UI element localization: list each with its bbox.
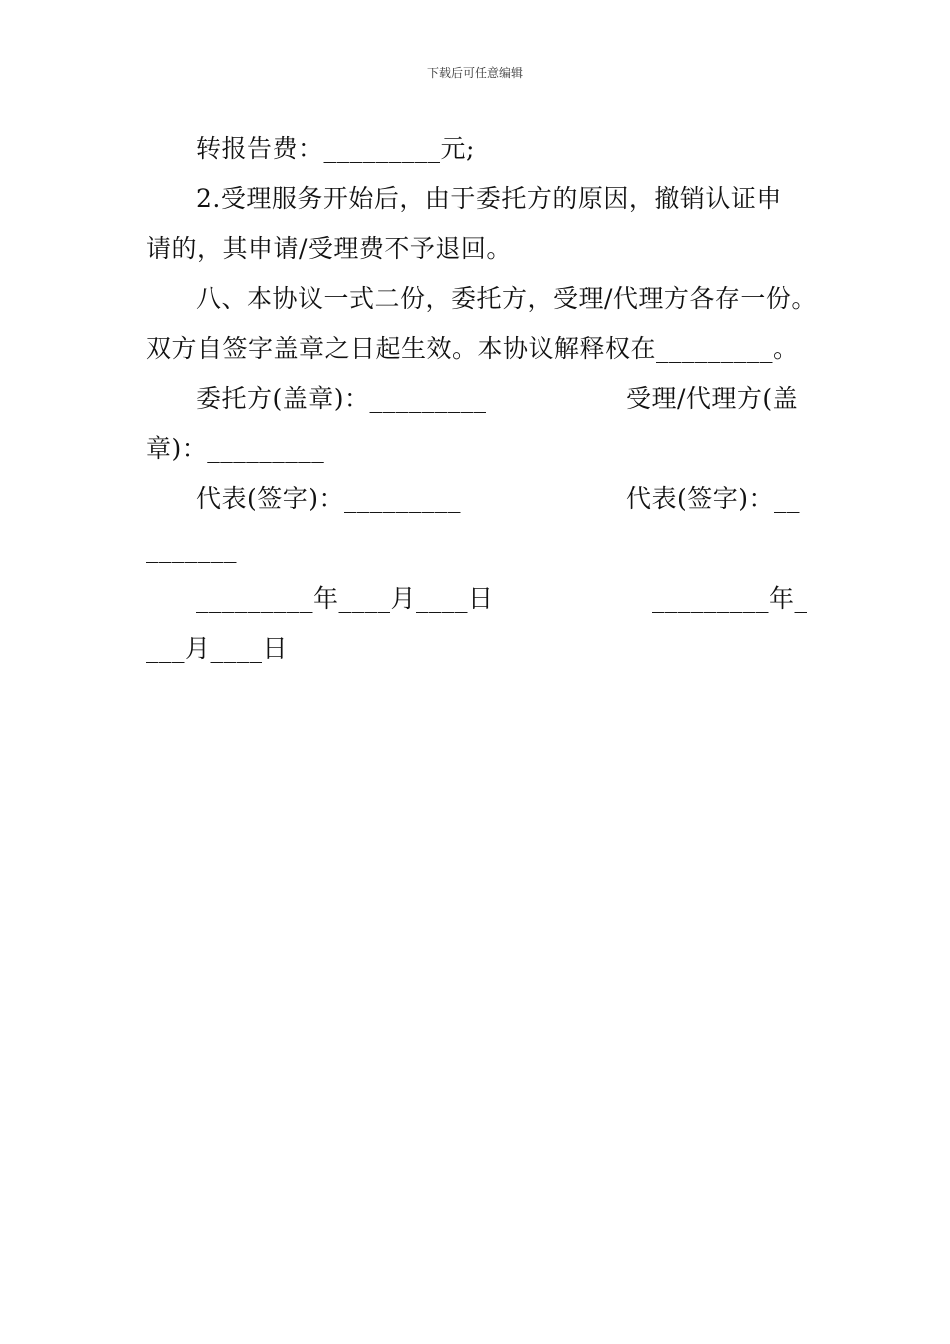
signature-agent-seal-cont: 章)：_________	[146, 434, 325, 463]
date-agent: _________年_	[652, 584, 808, 613]
text-line-fee: 转报告费：_________元;	[196, 134, 475, 163]
signature-agent-seal: 受理/代理方(盖	[626, 384, 799, 413]
text-line-clause-2: 2.受理服务开始后，由于委托方的原因，撤销认证申	[196, 184, 782, 213]
date-client: _________年____月____日	[196, 584, 494, 613]
text-line-clause-2-cont: 请的，其申请/受理费不予退回。	[146, 234, 512, 263]
text-line-clause-8: 八、本协议一式二份，委托方，受理/代理方各存一份。	[196, 284, 817, 313]
signature-agent-rep: 代表(签字)：__	[626, 484, 801, 513]
signature-agent-rep-cont: _______	[146, 534, 237, 563]
page-header: 下载后可任意编辑	[426, 66, 523, 80]
signature-client-seal: 委托方(盖章)：_________	[196, 384, 487, 413]
text-line-clause-8-cont: 双方自签字盖章之日起生效。本协议解释权在_________。	[146, 334, 799, 363]
date-agent-cont: ___月____日	[146, 634, 289, 663]
signature-client-rep: 代表(签字)：_________	[196, 484, 462, 513]
